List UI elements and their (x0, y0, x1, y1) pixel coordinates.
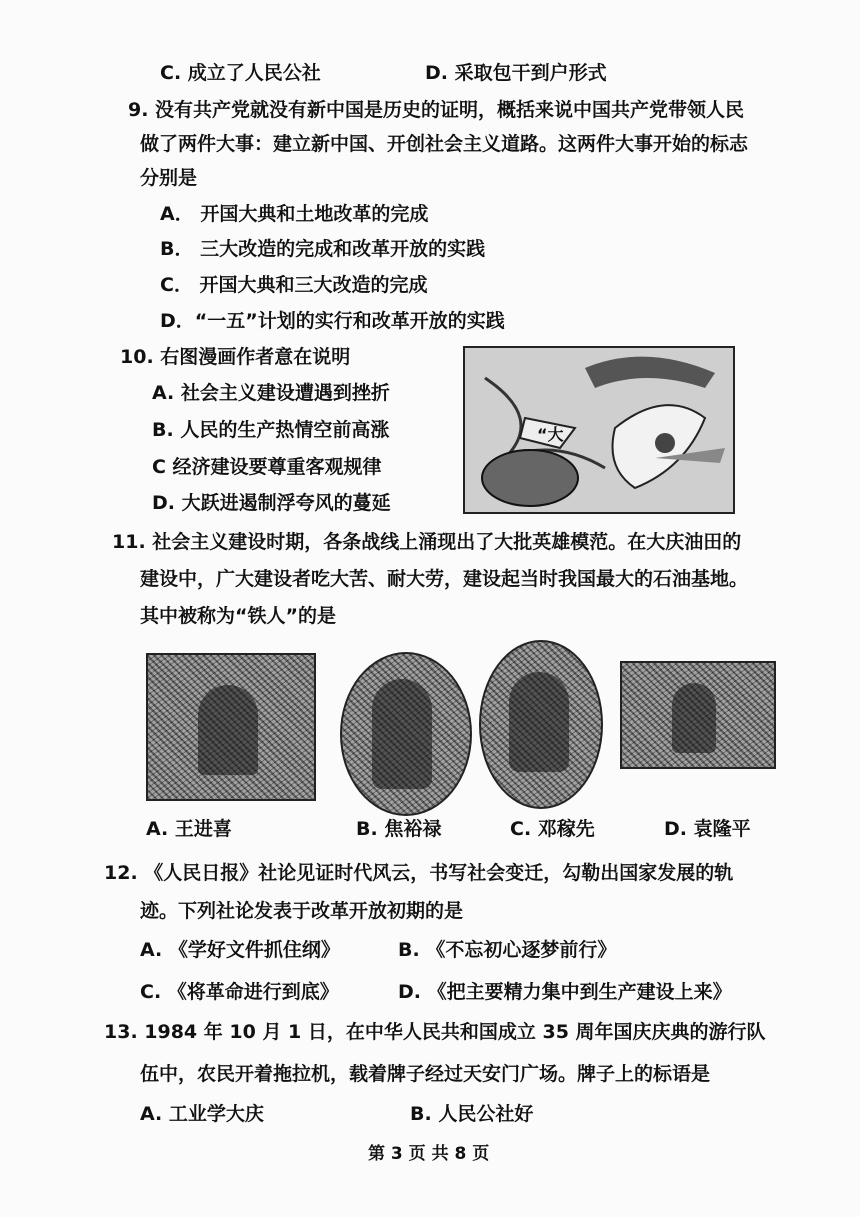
q10-option-a: A. 社会主义建设遭遇到挫折 (152, 382, 390, 404)
q9-stem-line3: 分别是 (140, 167, 198, 189)
q9-option-b: B． 三大改造的完成和改革开放的实践 (160, 238, 486, 260)
photo-b-figure (372, 679, 432, 789)
cartoon-label: “大 (537, 425, 564, 444)
q9-option-c: C． 开国大典和三大改造的完成 (160, 274, 428, 296)
q9-stem-line2: 做了两件大事：建立新中国、开创社会主义道路。这两件大事开始的标志 (140, 133, 749, 155)
q12-stem-line2: 迹。下列社论发表于改革开放初期的是 (140, 900, 464, 922)
q11-option-a: A. 王进喜 (146, 818, 232, 840)
page-footer: 第 3 页 共 8 页 (368, 1144, 490, 1164)
q11-option-d: D. 袁隆平 (664, 818, 751, 840)
photo-d-figure (672, 683, 716, 753)
photo-a-figure (198, 685, 258, 775)
cartoon-drawing (465, 348, 733, 512)
q12-option-a: A. 《学好文件抓住纲》 (140, 939, 340, 961)
q11-option-b: B. 焦裕禄 (356, 818, 442, 840)
q11-stem-line2: 建设中，广大建设者吃大苦、耐大劳，建设起当时我国最大的石油基地。 (140, 568, 749, 590)
q8-option-d: D. 采取包干到户形式 (425, 62, 607, 84)
q12-option-b: B. 《不忘初心逐梦前行》 (398, 939, 617, 961)
q12-stem-line1: 12. 《人民日报》社论见证时代风云，书写社会变迁，勾勒出国家发展的轨 (104, 862, 734, 884)
photo-a (146, 653, 316, 801)
q11-option-c: C. 邓稼先 (510, 818, 595, 840)
q13-stem-line1: 13. 1984 年 10 月 1 日，在中华人民共和国成立 35 周年国庆庆典的游行队 (104, 1021, 766, 1043)
photo-c (479, 640, 603, 809)
q11-stem-line1: 11. 社会主义建设时期，各条战线上涌现出了大批英雄模范。在大庆油田的 (112, 531, 742, 553)
q9-stem-line1: 9. 没有共产党就没有新中国是历史的证明，概括来说中国共产党带领人民 (128, 99, 745, 121)
q9-option-d: D．“一五”计划的实行和改革开放的实践 (160, 310, 505, 332)
q12-option-d: D. 《把主要精力集中到生产建设上来》 (398, 981, 732, 1003)
photo-d (620, 661, 776, 769)
q13-stem-line2: 伍中，农民开着拖拉机，载着牌子经过天安门广场。牌子上的标语是 (140, 1063, 711, 1085)
photo-c-figure (509, 672, 569, 772)
q10-stem: 10. 右图漫画作者意在说明 (120, 346, 351, 368)
q9-option-a: A． 开国大典和土地改革的完成 (160, 203, 429, 225)
q10-option-c: C 经济建设要尊重客观规律 (152, 456, 382, 478)
q10-option-d: D. 大跃进遏制浮夸风的蔓延 (152, 492, 391, 514)
q11-stem-line3: 其中被称为“铁人”的是 (140, 605, 336, 627)
q12-option-c: C. 《将革命进行到底》 (140, 981, 339, 1003)
q13-option-a: A. 工业学大庆 (140, 1103, 264, 1125)
q10-cartoon-image (463, 346, 735, 514)
q8-option-c: C. 成立了人民公社 (160, 62, 321, 84)
photo-b (340, 652, 472, 816)
q10-option-b: B. 人民的生产热情空前高涨 (152, 419, 390, 441)
q13-option-b: B. 人民公社好 (410, 1103, 534, 1125)
